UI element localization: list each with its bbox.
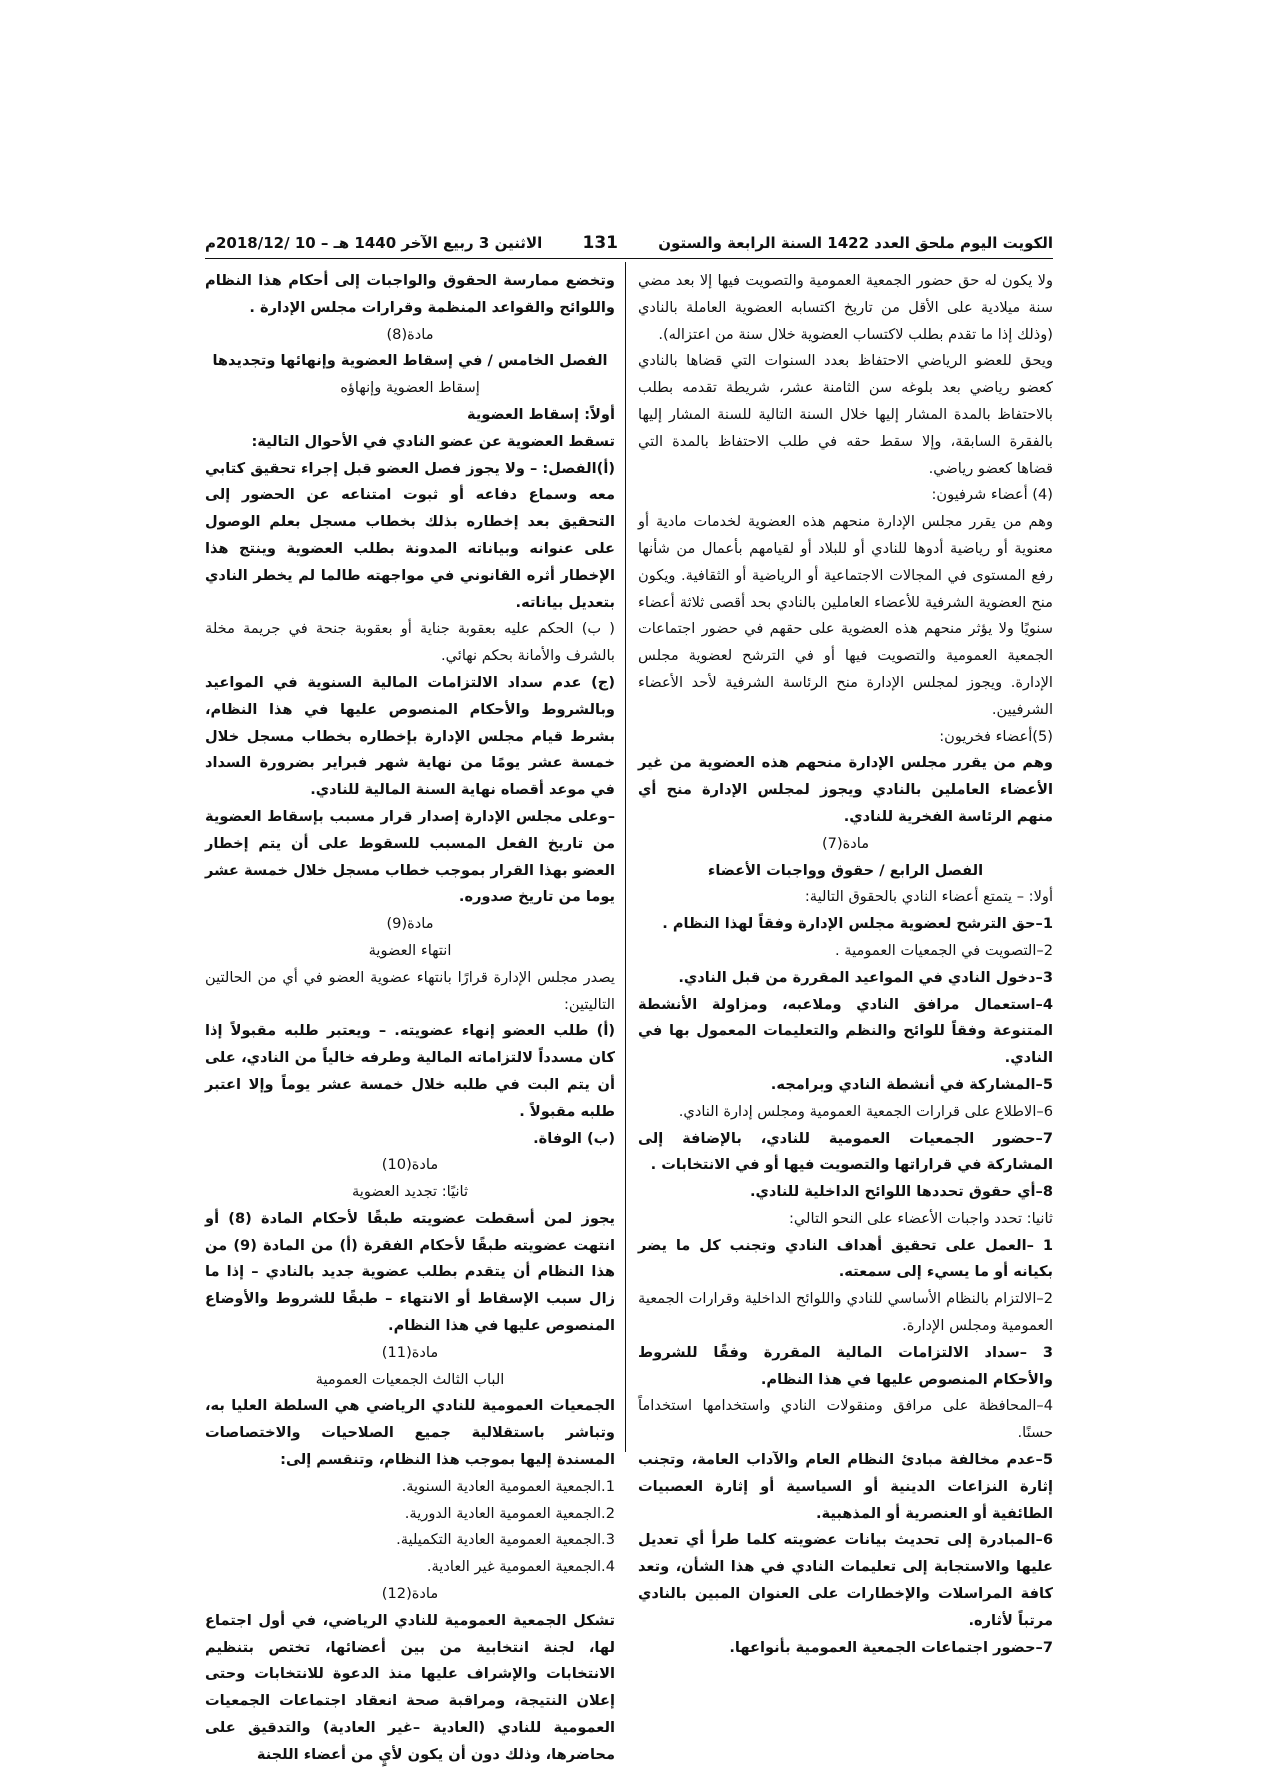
right-column-paragraph: 4–المحافظة على مرافق ومنقولات النادي واستخدامها استخداماً حسنًا. bbox=[638, 1397, 1053, 1442]
right-column-paragraph: 4–استعمال مرافق النادي وملاعبه، ومزاولة الأنشطة المتنوعة وفقاً للوائح والنظم والتعليمات المعمول بها في النادي. bbox=[638, 995, 1053, 1067]
right-column-paragraph: 5–عدم مخالفة مبادئ النظام العام والآداب العامة، وتجنب إثارة النزاعات الدينية أو السياسية أو إثارة العصبيات الطائفية أو العنصرية أو المذهبية. bbox=[638, 1451, 1053, 1522]
right-column-paragraph: وهم من يقرر مجلس الإدارة منحهم هذه العضوية من غير الأعضاء العاملين بالنادي ويجوز لمجلس الإدارة منح أي منهم الرئاسة الفخرية للنادي. bbox=[638, 754, 1053, 825]
left-column-paragraph: مادة(11) bbox=[381, 1343, 439, 1361]
left-column-paragraph: إسقاط العضوية وإنهاؤه bbox=[340, 379, 480, 397]
right-column-paragraph: 2–التصويت في الجمعيات العمومية . bbox=[835, 941, 1053, 959]
left-column-paragraph: انتهاء العضوية bbox=[368, 941, 452, 959]
left-column-paragraph: (أ) طلب العضو إنهاء عضويته. – ويعتبر طلبه مقبولاً إذا كان مسدداً لالتزاماته المالية وطرفه خالياً من النادي، على أن يتم البت في طلبه خلال خمسة عشر يوماً وإلا اعتبر طلبه مقبولاً . bbox=[205, 1022, 615, 1120]
right-column-paragraph: (5)أعضاء فخريون: bbox=[939, 727, 1053, 745]
left-column-paragraph: تشكل الجمعية العمومية للنادي الرياضي، في أول اجتماع لها، لجنة انتخابية من بين أعضائها، تختص بتنظيم الانتخابات والإشراف عليها منذ الدعوة للانتخابات وحتى إعلان النتيجة، ومراقبة صحة انعقاد اجتماعات الجمعيات العمومية للنادي (العادية –غير العادية) والتدقيق على محاضرها، وذلك دون أن يكون لأيٍ من أعضاء اللجنة bbox=[205, 1611, 615, 1763]
left-column-paragraph: مادة(12) bbox=[381, 1585, 439, 1603]
left-column-paragraph: –وعلى مجلس الإدارة إصدار قرار مسبب بإسقاط العضوية من تاريخ الفعل المسبب للسقوط على أن يتم إخطار العضو بهذا القرار بموجب خطاب مسجل خلال خمسة عشر يوما من تاريخ صدوره. bbox=[205, 807, 615, 906]
right-column-paragraph: (4) أعضاء شرفيون: bbox=[931, 486, 1053, 504]
left-column-paragraph: (ب) الوفاة. bbox=[533, 1129, 615, 1147]
left-column-paragraph: الجمعيات العمومية للنادي الرياضي هي السلطة العليا به، وتباشر باستقلالية جميع الصلاحيات والاختصاصات المسندة إليها بموجب هذا النظام، وتنقسم إلى: bbox=[205, 1397, 615, 1469]
left-column-paragraph: أولاً: إسقاط العضوية bbox=[466, 405, 615, 423]
header-rule bbox=[205, 258, 1053, 259]
left-column-paragraph: مادة(9) bbox=[386, 915, 434, 933]
header-publication: الكويت اليوم ملحق العدد 1422 السنة الرابعة والستون bbox=[658, 234, 1053, 252]
right-column-paragraph: ثانيا: تحدد واجبات الأعضاء على النحو التالي: bbox=[788, 1209, 1053, 1227]
left-column-paragraph: تسقط العضوية عن عضو النادي في الأحوال التالية: bbox=[251, 432, 615, 450]
page-number: 131 bbox=[582, 233, 618, 253]
left-column-paragraph: يصدر مجلس الإدارة قرارًا بانتهاء عضوية العضو في أي من الحالتين التاليتين: bbox=[205, 968, 615, 1013]
header-date: الاثنين 3 ربيع الآخر 1440 هـ – 10 /2018/12م bbox=[205, 234, 543, 252]
left-column-paragraph: 4.الجمعية العمومية غير العادية. bbox=[426, 1558, 615, 1576]
right-column-paragraph: 3–دخول النادي في المواعيد المقررة من قبل النادي. bbox=[678, 968, 1053, 986]
right-column-paragraph: 2–الالتزام بالنظام الأساسي للنادي واللوائح الداخلية وقرارات الجمعية العمومية ومجلس الإدارة. bbox=[638, 1290, 1053, 1335]
column-divider bbox=[625, 262, 626, 1452]
left-column-paragraph: (ج) عدم سداد الالتزامات المالية السنوية في المواعيد وبالشروط والأحكام المنصوص عليها في هذا النظام، بشرط قيام مجلس الإدارة بإخطاره بخطاب مسجل خلال خمسة عشر يومًا من نهاية شهر فبراير بضرورة السداد في موعد أقصاه نهاية السنة المالية للنادي. bbox=[205, 673, 615, 799]
left-column-paragraph: 3.الجمعية العمومية العادية التكميلية. bbox=[396, 1531, 615, 1549]
left-column-paragraph: يجوز لمن أسقطت عضويته طبقًا لأحكام المادة (8) أو انتهت عضويته طبقًا لأحكام الفقرة (أ) من المادة (9) من هذا النظام أن يتقدم بطلب عضوية جديد بالنادي – إذا ما زال سبب الإسقاط أو الانتهاء – طبقًا للشروط والأوضاع المنصوص عليها في هذا النظام. bbox=[205, 1209, 616, 1335]
left-column-paragraph: مادة(8) bbox=[386, 325, 434, 343]
left-column-paragraph: الباب الثالث الجمعيات العمومية bbox=[315, 1370, 505, 1388]
left-column-paragraph: ثانيًا: تجديد العضوية bbox=[351, 1183, 469, 1201]
left-column-paragraph: 2.الجمعية العمومية العادية الدورية. bbox=[404, 1504, 615, 1522]
right-column-paragraph: الفصل الرابع / حقوق وواجبات الأعضاء bbox=[707, 861, 984, 879]
right-column-paragraph: 1 –العمل على تحقيق أهداف النادي وتجنب كل ما يضر بكيانه أو ما يسيء إلى سمعته. bbox=[638, 1236, 1053, 1281]
page-header bbox=[205, 230, 1053, 256]
right-column-paragraph: 6–المبادرة إلى تحديث بيانات عضويته كلما طرأ أي تعديل عليها والاستجابة إلى تعليمات النادي في هذا الشأن، وتعد كافة المراسلات والإخطارات على العنوان المبين بالنادي مرتباً لأثاره. bbox=[638, 1531, 1053, 1629]
right-column-paragraph: 6–الاطلاع على قرارات الجمعية العمومية ومجلس إدارة النادي. bbox=[678, 1102, 1053, 1120]
right-column-paragraph: أولا: – يتمتع أعضاء النادي بالحقوق التالية: bbox=[804, 888, 1053, 906]
right-column-paragraph: 8–أي حقوق تحددها اللوائح الداخلية للنادي. bbox=[749, 1183, 1053, 1201]
left-column-paragraph: مادة(10) bbox=[381, 1156, 439, 1174]
left-column-paragraph: 1.الجمعية العمومية العادية السنوية. bbox=[401, 1477, 615, 1495]
right-column-paragraph: 1–حق الترشح لعضوية مجلس الإدارة وفقاً لهذا النظام . bbox=[662, 915, 1053, 933]
right-column-paragraph: وهم من يقرر مجلس الإدارة منحهم هذه العضوية لخدمات مادية أو معنوية أو رياضية أدوها للنادي أو للبلاد أو لقيامهم بأعمال من شأنها رفع المستوى في المجالات الاجتماعية أو الرياضية أو الثقافية. ويكون منح العضوية الشرفية للأعضاء العاملين بالنادي بحد أقصى ثلاثة أعضاء سنويًا ولا يؤثر منحهم هذه العضوية على حقهم في حضور اجتماعات الجمعية العمومية والتصويت فيها أو في الترشح لعضوية مجلس الإدارة. ويجوز لمجلس الإدارة منح الرئاسة الشرفية لأحد الأعضاء الشرفيين. bbox=[638, 513, 1053, 718]
right-column-paragraph: ولا يكون له حق حضور الجمعية العمومية والتصويت فيها إلا بعد مضي سنة ميلادية على الأقل من تاريخ اكتسابه العضوية العاملة بالنادي (وذلك إذا ما تقدم بطلب لاكتساب العضوية خلال سنة من اعتزاله). bbox=[638, 272, 1053, 343]
right-column-paragraph: 5–المشاركة في أنشطة النادي وبرامجه. bbox=[770, 1075, 1053, 1093]
right-column bbox=[638, 268, 1053, 1661]
left-column-paragraph: (أ)الفصل: – ولا يجوز فصل العضو قبل إجراء تحقيق كتابي معه وسماع دفاعه أو ثبوت امتناعه عن الحضور إلى التحقيق بعد إخطاره بذلك بخطاب مسجل بعلم الوصول على عنوانه وبياناته المدونة بطلب العضوية وينتج هذا الإخطار أثره القانوني في مواجهته طالما لم يخطر النادي بتعديل بياناته. bbox=[205, 459, 615, 611]
right-column-paragraph: 3 –سداد الالتزامات المالية المقررة وفقًا للشروط والأحكام المنصوص عليها في هذا النظام. bbox=[638, 1343, 1053, 1388]
right-column-paragraph: 7–حضور اجتماعات الجمعية العمومية بأنواعها. bbox=[729, 1638, 1053, 1656]
left-column-paragraph: وتخضع ممارسة الحقوق والواجبات إلى أحكام هذا النظام واللوائح والقواعد المنظمة وقرارات مجلس الإدارة . bbox=[205, 272, 615, 316]
left-column-paragraph: ( ب) الحكم عليه بعقوبة جناية أو بعقوبة جنحة في جريمة مخلة بالشرف والأمانة بحكم نهائي. bbox=[205, 620, 615, 665]
left-column-paragraph: الفصل الخامس / في إسقاط العضوية وإنهائها وتجديدها bbox=[212, 352, 608, 370]
right-column-paragraph: ويحق للعضو الرياضي الاحتفاظ بعدد السنوات التي قضاها بالنادي كعضو رياضي بعد بلوغه سن الثامنة عشر، شريطة تقدمه بطلب بالاحتفاظ بالمدة المشار إليها خلال السنة التالية للسنة المشار إليها بالفقرة السابقة، وإلا سقط حقه في طلب الاحتفاظ بالمدة التي قضاها كعضو رياضي. bbox=[638, 352, 1053, 477]
right-column-paragraph: 7–حضور الجمعيات العمومية للنادي، بالإضافة إلى المشاركة في قراراتها والتصويت فيها أو في الانتخابات . bbox=[638, 1129, 1053, 1174]
left-column bbox=[205, 268, 615, 1769]
right-column-paragraph: مادة(7) bbox=[821, 834, 870, 852]
